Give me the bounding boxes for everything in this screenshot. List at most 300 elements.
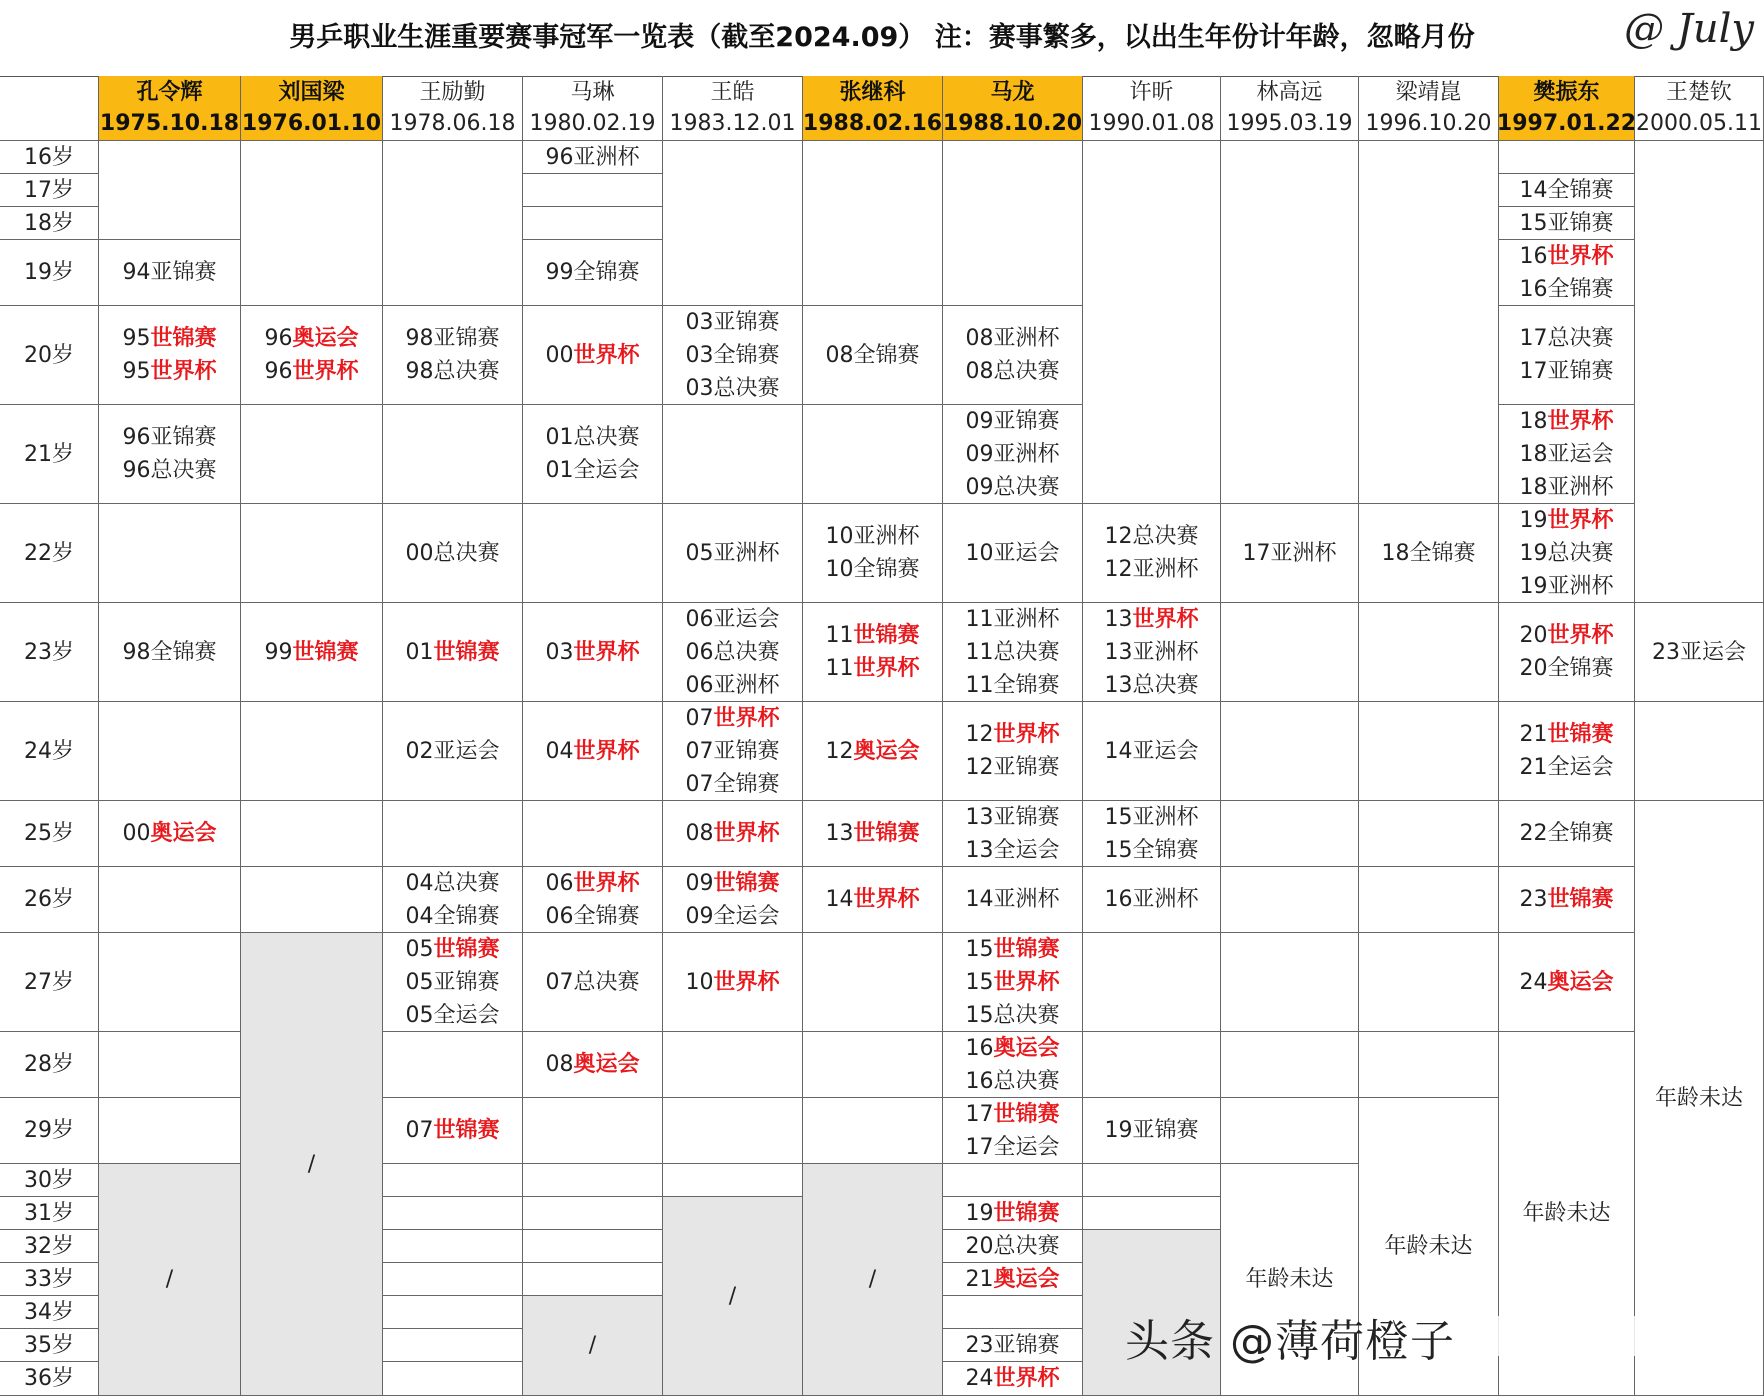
- title-cell: [99, 1098, 241, 1164]
- title-entry: 19亚锦赛: [1104, 1118, 1199, 1143]
- major-title: 世界杯: [713, 821, 780, 846]
- title-cell: [1359, 867, 1499, 933]
- title-cell: [99, 867, 241, 933]
- player-header: [99, 76, 241, 141]
- title-cell: [241, 504, 383, 603]
- title-entry: 98亚锦赛: [405, 326, 500, 351]
- title-cell: [1499, 405, 1635, 504]
- player-birthdate: 1983.12.01: [669, 111, 796, 136]
- title-year: 07: [685, 705, 714, 731]
- title-cell: [383, 306, 523, 405]
- title-cell: [99, 933, 241, 1032]
- title-entry: [264, 322, 358, 355]
- title-entry: /: [307, 1151, 316, 1177]
- title-entry: [1519, 966, 1613, 999]
- title-cell: [803, 306, 943, 405]
- title-year: 15: [965, 969, 994, 995]
- major-title: 奥运会: [573, 1052, 640, 1077]
- title-entry: 06亚运会: [685, 606, 780, 632]
- title-entry: [122, 322, 216, 355]
- player-name: 孔令辉: [136, 80, 203, 105]
- title-year: 08: [685, 821, 714, 846]
- title-cell: [1499, 207, 1635, 240]
- title-entry: 13亚洲杯: [1104, 639, 1199, 665]
- major-title: 世界杯: [713, 705, 780, 731]
- age-cell: 31岁: [0, 1197, 99, 1230]
- title-cell: [803, 1032, 943, 1098]
- title-entry: 21全运会: [1519, 755, 1614, 780]
- title-cell: [1221, 801, 1359, 867]
- player-name: 王楚钦: [1665, 80, 1732, 105]
- title-cell: [383, 1329, 523, 1362]
- title-cell: [943, 504, 1083, 603]
- title-cell: [523, 867, 663, 933]
- age-cell: 25岁: [0, 801, 99, 867]
- player-birthdate: 1976.01.10: [241, 111, 382, 136]
- title-year: 24: [965, 1366, 994, 1391]
- title-cell: [943, 306, 1083, 405]
- title-cell: [383, 801, 523, 867]
- player-header: [523, 76, 663, 141]
- major-title: 世锦赛: [853, 821, 920, 846]
- title-year: 17: [965, 1101, 994, 1127]
- major-title: 世界杯: [853, 656, 920, 681]
- title-cell: [1499, 141, 1635, 174]
- title-entry: 01全运会: [545, 458, 640, 483]
- major-title: 世锦赛: [433, 936, 500, 962]
- title-cell: [943, 1197, 1083, 1230]
- title-year: 07: [405, 1118, 434, 1143]
- major-title: 世界杯: [573, 738, 640, 764]
- age-cell: 35岁: [0, 1329, 99, 1362]
- title-cell: [943, 1164, 1083, 1197]
- title-entry: 23亚锦赛: [965, 1332, 1060, 1358]
- title-cell: [1499, 702, 1635, 801]
- title-cell: [241, 801, 383, 867]
- title-cell: [803, 933, 943, 1032]
- title-cell: [99, 702, 241, 801]
- title-cell: [1221, 141, 1359, 504]
- title-year: 10: [685, 969, 714, 995]
- title-entry: /: [868, 1267, 877, 1292]
- title-cell: [523, 174, 663, 207]
- title-entry: 20总决赛: [965, 1233, 1060, 1259]
- major-title: 世锦赛: [713, 870, 780, 896]
- title-entry: 16全锦赛: [1519, 276, 1614, 302]
- player-name: 林高远: [1256, 80, 1323, 105]
- title-entry: 17总决赛: [1519, 326, 1614, 351]
- title-entry: [264, 636, 358, 669]
- title-entry: [965, 1032, 1059, 1065]
- title-year: 12: [825, 738, 854, 764]
- title-cell: [1083, 702, 1221, 801]
- title-cell: [383, 1362, 523, 1396]
- title-cell: [663, 933, 803, 1032]
- title-entry: 05亚洲杯: [685, 540, 780, 566]
- player-name: 刘国梁: [278, 80, 345, 105]
- major-title: 世界杯: [573, 870, 640, 896]
- title-cell: [523, 1032, 663, 1098]
- title-cell: [803, 405, 943, 504]
- player-birthdate: 1978.06.18: [389, 111, 516, 136]
- title-cell: [663, 405, 803, 504]
- major-title: 奥运会: [150, 821, 217, 846]
- title-entry: 03亚锦赛: [685, 309, 780, 335]
- major-title: 奥运会: [993, 1035, 1060, 1061]
- player-name: 梁靖崑: [1395, 80, 1462, 105]
- title-cell: [943, 933, 1083, 1032]
- major-title: 世界杯: [993, 1366, 1060, 1391]
- title-entry: 10全锦赛: [825, 557, 920, 582]
- major-title: 世界杯: [1547, 408, 1614, 434]
- title-entry: 08全锦赛: [825, 342, 920, 368]
- title-year: 14: [825, 887, 854, 912]
- title-cell: [1221, 603, 1359, 702]
- title-entry: [1519, 240, 1613, 273]
- title-cell: [241, 933, 383, 1396]
- title-year: 19: [1519, 507, 1548, 533]
- title-cell: [1221, 867, 1359, 933]
- title-cell: [1359, 603, 1499, 702]
- title-cell: [523, 1197, 663, 1230]
- title-entry: [122, 355, 216, 388]
- title-entry: [685, 702, 779, 735]
- title-entry: 11总决赛: [965, 639, 1060, 665]
- title-entry: [545, 735, 639, 768]
- title-entry: 08总决赛: [965, 359, 1060, 384]
- title-cell: [943, 867, 1083, 933]
- title-cell: [663, 1032, 803, 1098]
- title-entry: 17亚洲杯: [1242, 540, 1337, 566]
- age-cell: 34岁: [0, 1296, 99, 1329]
- title-entry: 04全锦赛: [405, 903, 500, 929]
- title-entry: 05亚锦赛: [405, 969, 500, 995]
- title-year: 95: [122, 326, 151, 351]
- title-cell: [383, 504, 523, 603]
- title-cell: [1221, 1098, 1359, 1164]
- player-header: [1635, 76, 1764, 141]
- title-entry: 10亚洲杯: [825, 524, 920, 549]
- title-cell: [523, 933, 663, 1032]
- title-cell: [99, 1032, 241, 1098]
- player-birthdate: 1980.02.19: [529, 111, 656, 136]
- player-birthdate: 1990.01.08: [1088, 111, 1215, 136]
- title-cell: [943, 1329, 1083, 1362]
- title-cell: [1083, 1032, 1221, 1098]
- major-title: 世界杯: [1547, 243, 1614, 269]
- title-cell: [383, 1296, 523, 1329]
- title-entry: 06总决赛: [685, 639, 780, 665]
- title-entry: [965, 1197, 1059, 1230]
- title-cell: [1221, 702, 1359, 801]
- title-year: 23: [1519, 887, 1548, 912]
- major-title: 奥运会: [993, 1266, 1060, 1292]
- title-year: 11: [825, 656, 854, 681]
- age-cell: 29岁: [0, 1098, 99, 1164]
- major-title: 世锦赛: [993, 1101, 1060, 1127]
- title-cell: [523, 141, 663, 174]
- title-entry: 14全锦赛: [1519, 177, 1614, 203]
- title-entry: [1519, 883, 1613, 916]
- title-entry: 07总决赛: [545, 969, 640, 995]
- title-entry: 20全锦赛: [1519, 656, 1614, 681]
- age-cell: 36岁: [0, 1362, 99, 1396]
- title-entry: 09亚锦赛: [965, 408, 1060, 434]
- title-cell: [1359, 933, 1499, 1032]
- major-title: 世界杯: [853, 887, 920, 912]
- title-year: 04: [545, 738, 574, 764]
- title-cell: [663, 306, 803, 405]
- title-entry: /: [728, 1283, 737, 1309]
- title-entry: 03总决赛: [685, 375, 780, 401]
- title-cell: [943, 1032, 1083, 1098]
- title-cell: [1359, 702, 1499, 801]
- title-entry: [1519, 718, 1613, 751]
- title-cell: [1635, 702, 1764, 801]
- title-cell: [663, 504, 803, 603]
- title-cell: [1635, 603, 1764, 702]
- title-cell: [1359, 141, 1499, 504]
- title-cell: [1499, 933, 1635, 1032]
- title-entry: 12亚洲杯: [1104, 557, 1199, 582]
- title-cell: [803, 702, 943, 801]
- signature: @ July: [1624, 6, 1754, 52]
- title-cell: [1083, 1098, 1221, 1164]
- player-header: [383, 76, 523, 141]
- player-birthdate: 1975.10.18: [99, 111, 240, 136]
- title-entry: 04总决赛: [405, 870, 500, 896]
- title-year: 13: [1104, 606, 1133, 632]
- title-cell: [1083, 801, 1221, 867]
- title-year: 11: [825, 623, 854, 648]
- title-entry: [405, 933, 499, 966]
- title-entry: 年龄未达: [1245, 1267, 1334, 1292]
- major-title: 世界杯: [1547, 507, 1614, 533]
- title-entry: /: [165, 1267, 174, 1292]
- title-entry: 11亚洲杯: [965, 606, 1060, 632]
- title-entry: [965, 966, 1059, 999]
- age-cell: 26岁: [0, 867, 99, 933]
- title-cell: [99, 603, 241, 702]
- title-entry: 96亚洲杯: [545, 144, 640, 170]
- title-entry: 年龄未达: [1654, 1085, 1743, 1111]
- title-cell: [99, 504, 241, 603]
- title-entry: 12总决赛: [1104, 524, 1199, 549]
- age-cell: 19岁: [0, 240, 99, 306]
- title-year: 12: [965, 722, 994, 747]
- title-cell: [943, 1098, 1083, 1164]
- player-birthdate: 1988.10.20: [942, 111, 1083, 136]
- title-cell: [803, 603, 943, 702]
- title-year: 19: [965, 1200, 994, 1226]
- title-cell: [1499, 174, 1635, 207]
- title-entry: 15总决赛: [965, 1002, 1060, 1028]
- title-entry: [405, 636, 499, 669]
- player-name: 马龙: [990, 80, 1035, 105]
- title-entry: 13总决赛: [1104, 672, 1199, 698]
- title-cell: [803, 141, 943, 306]
- title-cell: [383, 933, 523, 1032]
- player-header: [1496, 76, 1637, 141]
- title-entry: 06全锦赛: [545, 903, 640, 929]
- title-cell: [99, 801, 241, 867]
- title-cell: [383, 1032, 523, 1098]
- major-title: 世锦赛: [292, 639, 359, 665]
- major-title: 世界杯: [713, 969, 780, 995]
- title-cell: [99, 240, 241, 306]
- title-cell: [663, 702, 803, 801]
- major-title: 世锦赛: [1547, 887, 1614, 912]
- player-name: 王皓: [710, 80, 755, 105]
- player-header: [803, 76, 943, 141]
- player-header: [1221, 76, 1359, 141]
- title-year: 06: [545, 870, 574, 896]
- title-entry: 19亚洲杯: [1519, 573, 1614, 599]
- title-cell: [803, 801, 943, 867]
- age-cell: 16岁: [0, 141, 99, 174]
- title-entry: [965, 1362, 1059, 1395]
- title-cell: [1221, 933, 1359, 1032]
- title-entry: [685, 817, 779, 850]
- title-entry: [965, 933, 1059, 966]
- player-header: [943, 76, 1083, 141]
- title-cell: [943, 1230, 1083, 1263]
- age-cell: 20岁: [0, 306, 99, 405]
- major-title: 世界杯: [292, 359, 359, 384]
- title-cell: [1499, 504, 1635, 603]
- major-title: 世界杯: [993, 722, 1060, 747]
- player-name: 王励勤: [419, 80, 486, 105]
- title-cell: [241, 306, 383, 405]
- major-title: 世锦赛: [1547, 722, 1614, 747]
- age-cell: 24岁: [0, 702, 99, 801]
- title-entry: 94亚锦赛: [122, 260, 217, 285]
- title-cell: [383, 1164, 523, 1197]
- major-title: 奥运会: [292, 326, 359, 351]
- title-cell: [383, 603, 523, 702]
- title-cell: [1499, 603, 1635, 702]
- title-cell: [523, 603, 663, 702]
- title-cell: [943, 801, 1083, 867]
- title-cell: [1359, 504, 1499, 603]
- title-cell: [523, 801, 663, 867]
- title-cell: [803, 1164, 943, 1396]
- title-year: 96: [264, 326, 293, 351]
- player-birthdate: 2000.05.11: [1636, 111, 1762, 136]
- watermark-overlay: [1450, 1316, 1750, 1356]
- title-entry: [965, 1263, 1059, 1296]
- title-entry: 07全锦赛: [685, 771, 780, 797]
- header-corner: [0, 76, 99, 141]
- title-cell: [241, 867, 383, 933]
- title-cell: [99, 141, 241, 240]
- title-entry: [122, 817, 216, 850]
- title-entry: 07亚锦赛: [685, 738, 780, 764]
- title-year: 21: [965, 1266, 994, 1292]
- player-birthdate: 1988.02.16: [802, 111, 943, 136]
- title-entry: [825, 817, 919, 850]
- title-entry: [545, 1048, 639, 1081]
- title-entry: 06亚洲杯: [685, 672, 780, 698]
- title-year: 16: [1519, 243, 1548, 269]
- title-cell: [523, 240, 663, 306]
- title-entry: [1519, 504, 1613, 537]
- title-cell: [943, 702, 1083, 801]
- title-cell: [943, 141, 1083, 306]
- title-cell: [1499, 801, 1635, 867]
- title-cell: [523, 1296, 663, 1396]
- player-name: 樊振东: [1533, 80, 1600, 105]
- major-title: 世锦赛: [993, 1200, 1060, 1226]
- title-cell: [663, 1197, 803, 1396]
- title-cell: [1499, 306, 1635, 405]
- title-entry: 23亚运会: [1652, 639, 1746, 665]
- title-cell: [241, 702, 383, 801]
- title-year: 15: [965, 936, 994, 962]
- age-cell: 33岁: [0, 1263, 99, 1296]
- title-cell: [1083, 1164, 1221, 1197]
- title-entry: [825, 735, 919, 768]
- major-title: 世界杯: [1132, 606, 1199, 632]
- title-cell: [241, 141, 383, 306]
- title-cell: [803, 504, 943, 603]
- title-entry: [545, 867, 639, 900]
- title-entry: 09全运会: [685, 903, 780, 929]
- title-entry: 13全运会: [965, 837, 1060, 863]
- title-cell: [523, 1098, 663, 1164]
- title-entry: [685, 867, 779, 900]
- title-cell: [1221, 504, 1359, 603]
- title-year: 21: [1519, 722, 1548, 747]
- title-entry: [264, 355, 358, 388]
- player-name: 张继科: [839, 80, 906, 105]
- major-title: 世界杯: [573, 342, 640, 368]
- title-entry: [1519, 405, 1613, 438]
- major-title: 世界杯: [1547, 623, 1614, 648]
- title-cell: [383, 1263, 523, 1296]
- title-entry: [685, 966, 779, 999]
- title-cell: [663, 1098, 803, 1164]
- title-cell: [663, 141, 803, 306]
- title-cell: [383, 867, 523, 933]
- major-title: 世锦赛: [150, 326, 217, 351]
- title-entry: [545, 339, 639, 372]
- title-year: 05: [405, 936, 434, 962]
- title-cell: [943, 1362, 1083, 1396]
- title-year: 18: [1519, 408, 1548, 434]
- title-entry: 17全运会: [965, 1134, 1060, 1160]
- title-cell: [663, 603, 803, 702]
- title-entry: 01总决赛: [545, 425, 640, 450]
- major-title: 世锦赛: [853, 623, 920, 648]
- title-year: 03: [545, 639, 574, 665]
- title-cell: [943, 1296, 1083, 1329]
- player-header: [1083, 76, 1221, 141]
- title-entry: 19总决赛: [1519, 540, 1614, 566]
- age-cell: 17岁: [0, 174, 99, 207]
- title-entry: 14亚洲杯: [965, 887, 1060, 912]
- title-entry: 12亚锦赛: [965, 755, 1060, 780]
- age-cell: 27岁: [0, 933, 99, 1032]
- title-entry: 18亚运会: [1519, 441, 1614, 467]
- title-cell: [663, 801, 803, 867]
- title-cell: [943, 405, 1083, 504]
- age-cell: 22岁: [0, 504, 99, 603]
- title-cell: [1635, 141, 1764, 603]
- title-cell: [1499, 867, 1635, 933]
- title-entry: 11全锦赛: [965, 672, 1060, 698]
- age-cell: 28岁: [0, 1032, 99, 1098]
